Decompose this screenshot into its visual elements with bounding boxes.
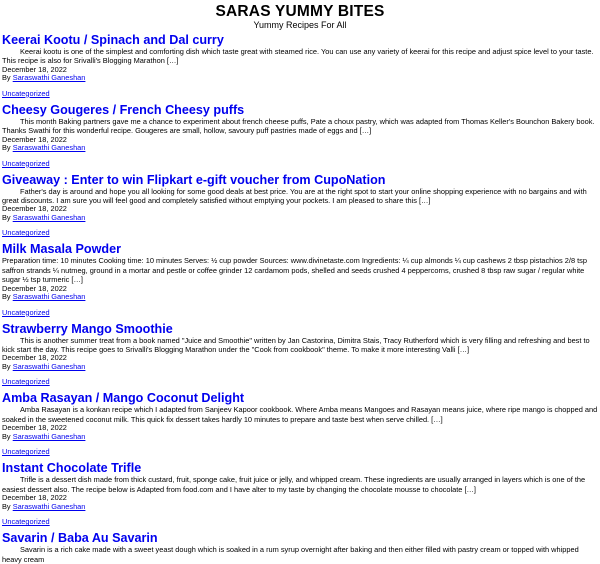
post-author: By Saraswathi Ganeshan [2, 501, 86, 511]
author-link[interactable]: Saraswathi Ganeshan [12, 73, 86, 83]
post-excerpt: Trifle is a dessert dish made from thick custard, fruit, sponge cake, fruit juice or jelly, and whipped cream. These ingredients are usually arranged in layers which is one of the easiest dessert also. The recipe below is Adapted from food.com and I have alter to my taste by changing the chocolate mousse to chocolate […] [2, 475, 586, 494]
category-link[interactable]: Uncategorized [2, 517, 50, 527]
category-link[interactable]: Uncategorized [2, 307, 50, 317]
category-link[interactable]: Uncategorized [2, 447, 50, 457]
post-item [2, 173, 598, 241]
post-excerpt: Father's day is around and hope you all looking for some good deals at best price. You are at the right spot to start your online shopping experience with no bargains and with great discounts. I am sure you will feel good and completely satisfied without emptying your pockets. I am pleased to share this […] [2, 186, 587, 206]
site-title[interactable]: SARAS YUMMY BITES [215, 3, 385, 20]
post-excerpt: Preparation time: 10 minutes Cooking time: 10 minutes Serves: ½ cup powder Sources: www.divinetaste.com Ingredients: ¼ cup almonds ¼ cup cashews 2 tbsp pistachios 2/8 tsp saffron strands ¼ nutmeg, ground in a mortar and pestle or coffee grinder 12 cardamom pods, shelled and seeds crushed 4 peppercorns, crushed 8 tbsp raw sugar / regular white sugar ½ tsp turmeric […] [2, 256, 587, 285]
post-item [2, 103, 598, 171]
post-author: By Saraswathi Ganeshan [2, 212, 86, 222]
post-date: December 18, 2022 [2, 423, 67, 433]
author-link[interactable]: Saraswathi Ganeshan [12, 501, 86, 511]
post-excerpt: This month Baking partners gave me a chance to experiment about french cheese puffs, Pate a choux pastry, which was adapted from Thomas Keller's Bounchon Bakery book. Thanks Swathi for this wonderful recipe. Gougeres are small, hollow, savoury puff pastries made of eggs and […] [2, 116, 595, 136]
post-date: December 18, 2022 [2, 353, 67, 363]
post-title-link[interactable]: Instant Chocolate Trifle [2, 461, 142, 476]
author-link[interactable]: Saraswathi Ganeshan [12, 431, 86, 441]
author-link[interactable]: Saraswathi Ganeshan [12, 212, 86, 222]
author-link[interactable]: Saraswathi Ganeshan [12, 361, 86, 371]
post-title-link[interactable]: Giveaway : Enter to win Flipkart e-gift voucher from CupoNation [2, 172, 386, 187]
post-item [2, 461, 598, 529]
post-item [2, 531, 598, 564]
category-link[interactable]: Uncategorized [2, 228, 50, 238]
post-title-link[interactable]: Savarin / Baba Au Savarin [2, 531, 158, 546]
author-link[interactable]: Saraswathi Ganeshan [12, 292, 86, 302]
post-author: By Saraswathi Ganeshan [2, 143, 86, 153]
post-excerpt: Savarin is a rich cake made with a sweet yeast dough which is soaked in a rum syrup overnight after baking and then either filled with pastry cream or topped with whipped heavy cream [2, 545, 579, 564]
post-author: By Saraswathi Ganeshan [2, 431, 86, 441]
post-title-link[interactable]: Cheesy Gougeres / French Cheesy puffs [2, 102, 245, 117]
category-link[interactable]: Uncategorized [2, 88, 50, 98]
post-title-link[interactable]: Strawberry Mango Smoothie [2, 321, 173, 336]
post-excerpt: Amba Rasayan is a konkan recipe which I adapted from Sanjeev Kapoor cookbook. Where Amba means Mangoes and Rasayan means juice, where ripe mango is chopped and soaked in the sweetened coconut milk. This quick fix dessert takes hardly 10 minutes to prepare and taste best when serve chilled. […] [2, 405, 598, 424]
category-link[interactable]: Uncategorized [2, 158, 50, 168]
post-date: December 18, 2022 [2, 493, 67, 503]
post-date: December 18, 2022 [2, 134, 67, 144]
post-author: By Saraswathi Ganeshan [2, 73, 86, 83]
post-item [2, 33, 598, 101]
post-date: December 18, 2022 [2, 64, 67, 74]
post-item [2, 322, 598, 390]
post-date: December 18, 2022 [2, 204, 67, 214]
category-link[interactable]: Uncategorized [2, 377, 50, 387]
post-title-link[interactable]: Amba Rasayan / Mango Coconut Delight [2, 391, 245, 406]
post-item [2, 242, 598, 319]
post-excerpt: Keerai kootu is one of the simplest and comforting dish which taste great with steamed rice. You can use any variety of keerai for this recipe and adjust spice level to your taste. This recipe is also for Srivalli's Blogging Marathon […] [2, 47, 594, 66]
post-author: By Saraswathi Ganeshan [2, 292, 86, 302]
post-item [2, 391, 598, 459]
post-title-link[interactable]: Milk Masala Powder [2, 242, 121, 257]
post-date: December 18, 2022 [2, 283, 67, 293]
author-link[interactable]: Saraswathi Ganeshan [12, 143, 86, 153]
site-header [0, 0, 600, 31]
post-excerpt: This is another summer treat from a book named "Juice and Smoothie" written by Jan Castorina, Dimitra Stais, Tracy Rutherford which is very filling and refreshing and best to kick start the day. This recipe goes to Srivalli's Blogging Marathon under the "Cook from cookbook" theme. To make it more interesting Valli […] [2, 335, 590, 355]
site-tagline: Yummy Recipes For All [253, 20, 347, 30]
post-author: By Saraswathi Ganeshan [2, 361, 86, 371]
post-title-link[interactable]: Keerai Kootu / Spinach and Dal curry [2, 33, 224, 47]
post-list [0, 33, 600, 564]
